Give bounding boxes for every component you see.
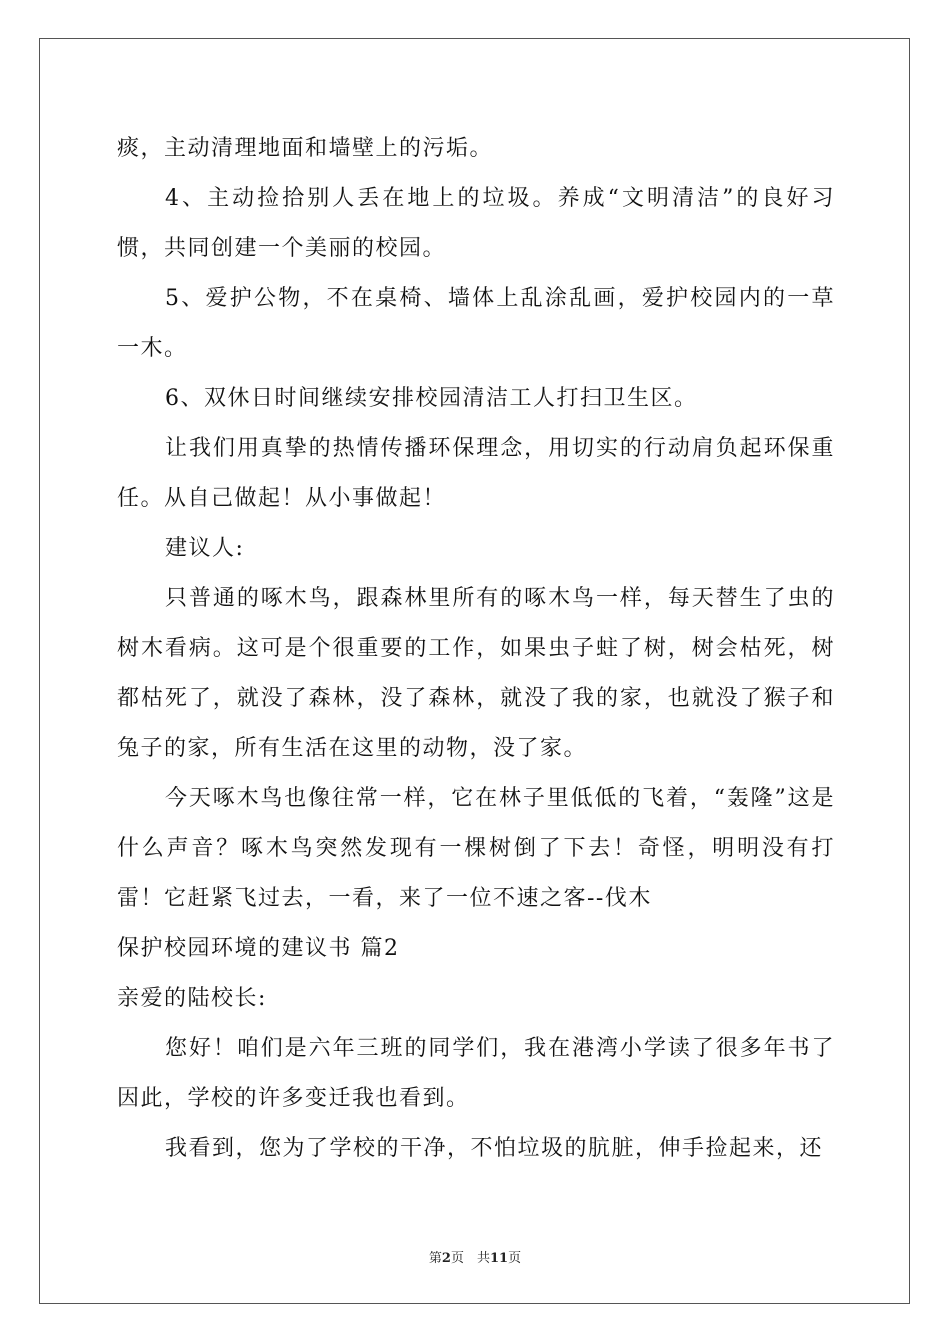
salutation: 亲爱的陆校长:: [117, 986, 267, 1011]
paragraph-4: 6、双休日时间继续安排校园清洁工人打扫卫生区。: [165, 386, 698, 411]
paragraph-6: 建议人:: [165, 536, 245, 561]
paragraph-8: 今天啄木鸟也像往常一样，它在林子里低低的飞着，“轰隆”这是什么声音？啄木鸟突然发现有一棵树倒了下去！奇怪，明明没有打雷！它赶紧飞过去，一看，来了一位不速之客--伐木: [117, 786, 835, 911]
footer-middle: 页 共: [450, 1251, 490, 1266]
paragraph-9: 您好！咱们是六年三班的同学们，我在港湾小学读了很多年书了因此，学校的许多变迁我也看到。: [117, 1036, 835, 1111]
paragraph-3: 5、爱护公物，不在桌椅、墙体上乱涂乱画，爱护校园内的一草一木。: [117, 286, 835, 361]
footer-total-pages: 11: [489, 1251, 509, 1266]
document-body: [117, 124, 835, 1174]
footer-prefix: 第: [428, 1251, 442, 1266]
paragraph-7: 只普通的啄木鸟，跟森林里所有的啄木鸟一样，每天替生了虫的树木看病。这可是个很重要的工作，如果虫子蛀了树，树会枯死，树都枯死了，就没了森林，没了森林，就没了我的家，也就没了猴子和兔子的家，所有生活在这里的动物，没了家。: [117, 586, 835, 761]
paragraph-5: 让我们用真挚的热情传播环保理念，用切实的行动肩负起环保重任。从自己做起！从小事做起！: [117, 436, 835, 511]
footer-suffix: 页: [508, 1251, 522, 1266]
footer-page-number: 2: [441, 1251, 451, 1266]
paragraph-2: 4、主动捡拾别人丢在地上的垃圾。养成“文明清洁”的良好习惯，共同创建一个美丽的校园。: [117, 186, 835, 261]
section-title: 保护校园环境的建议书 篇2: [117, 936, 400, 961]
paragraph-10: 我看到，您为了学校的干净，不怕垃圾的肮脏，伸手捡起来，还: [165, 1136, 824, 1161]
paragraph-1: 痰，主动清理地面和墙壁上的污垢。: [117, 136, 494, 161]
page-footer: [0, 1247, 950, 1266]
